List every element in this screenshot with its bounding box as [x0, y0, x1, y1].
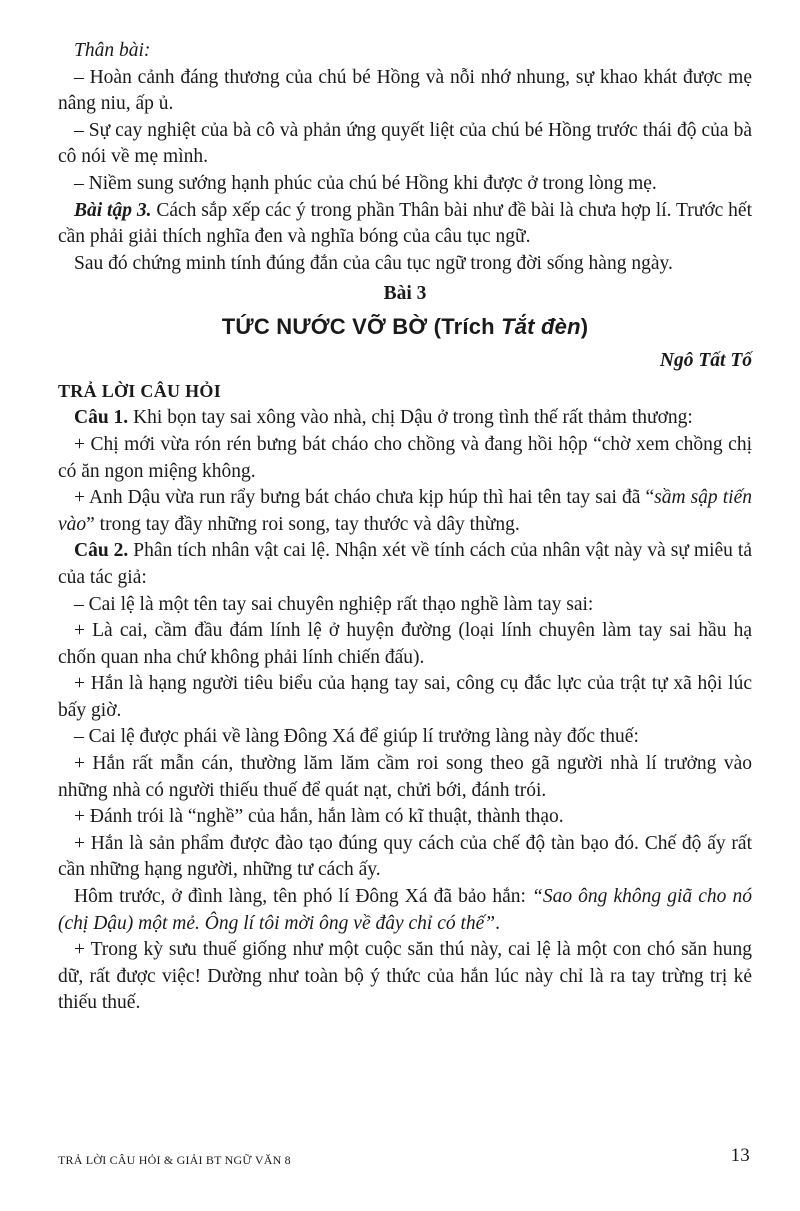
section-title: TRẢ LỜI CÂU HỎI	[58, 381, 222, 402]
cau-2-paragraph	[58, 538, 752, 591]
cau-1-label: Câu 1.	[74, 407, 129, 429]
cau-2-quote: Hôm trước, ở đình làng, tên phó lí Đông Xá đã bảo hắn: “Sao ông không giã cho nó (chị Dậu) một mẻ. Ông lí tôi mời ông về đây chỉ có thế”.	[58, 886, 752, 934]
cau-2-line-1: – Cai lệ là một tên tay sai chuyên nghiệp rất thạo nghề làm tay sai:	[74, 593, 594, 615]
cau-2-label: Câu 2.	[74, 540, 129, 562]
page-number: 13	[730, 1145, 750, 1166]
bai-tap-3-followup: Sau đó chứng minh tính đúng đắn của câu tục ngữ trong đời sống hàng ngày.	[74, 252, 673, 274]
cau-2-line-7: + Hắn là sản phẩm được đào tạo đúng quy cách của chế độ tàn bạo đó. Chế độ ấy rất cần những hạng người, những tư cách ấy.	[58, 832, 752, 881]
cau-1-paragraph	[58, 405, 752, 432]
cau-2-line-4: – Cai lệ được phái về làng Đông Xá để giúp lí trưởng làng này đốc thuế:	[74, 726, 639, 748]
bai-tap-3-text: Cách sắp xếp các ý trong phần Thân bài như đề bài là chưa hợp lí. Trước hết cần phải giải thích nghĩa đen và nghĩa bóng của câu tục ngữ.	[58, 199, 752, 248]
lesson-number: Bài 3	[383, 283, 427, 305]
cau-2-text: Phân tích nhân vật cai lệ. Nhận xét về tính cách của nhân vật này và sự miêu tả của tác giả:	[58, 540, 752, 588]
cau-2-last: + Trong kỳ sưu thuế giống như một cuộc săn thú này, cai lệ là một con chó săn hung dữ, rất được việc! Dường như toàn bộ ý thức của hắn lúc này chỉ là ra tay trừng trị kẻ thiếu thuế.	[58, 939, 752, 1014]
than-bai-label: Thân bài:	[74, 40, 151, 61]
lesson-title: TỨC NƯỚC VỠ BỜ (Trích Tắt đèn)	[221, 314, 589, 340]
page-content	[58, 38, 752, 1017]
cau-1-item-2: + Anh Dậu vừa run rẩy bưng bát cháo chưa kịp húp thì hai tên tay sai đã “sầm sập tiến vào” trong tay đầy những roi song, tay thước và dây thừng.	[58, 487, 752, 535]
cau-2-line-5: + Hắn rất mẫn cán, thường lăm lăm cầm roi song theo gã người nhà lí trưởng vào những nhà có người thiếu thuế để quát nạt, chửi bới, đánh trói.	[58, 753, 752, 801]
than-bai-item-3: – Niềm sung sướng hạnh phúc của chú bé Hồng khi được ở trong lòng mẹ.	[74, 172, 657, 194]
lesson-author: Ngô Tất Tố	[659, 350, 752, 372]
cau-2-line-3: + Hắn là hạng người tiêu biểu của hạng tay sai, công cụ đắc lực của trật tự xã hội lúc bấy giờ.	[58, 673, 752, 721]
bai-tap-3-paragraph	[58, 198, 752, 251]
cau-2-line-2: + Là cai, cầm đầu đám lính lệ ở huyện đường (loại lính chuyên làm tay sai hầu hạ chốn quan nha chứ không phải lính chiến đấu).	[58, 620, 752, 668]
cau-2-line-6: + Đánh trói là “nghề” của hắn, hắn làm có kĩ thuật, thành thạo.	[74, 806, 564, 828]
than-bai-item-2: – Sự cay nghiệt của bà cô và phản ứng quyết liệt của chú bé Hồng trước thái độ của bà cô nói về mẹ mình.	[58, 119, 752, 168]
bai-tap-3-label: Bài tập 3.	[74, 199, 152, 221]
cau-1-item-1: + Chị mới vừa rón rén bưng bát cháo cho chồng và đang hồi hộp “chờ xem chồng chị có ăn ngon miệng không.	[58, 433, 752, 482]
than-bai-item-1: – Hoàn cảnh đáng thương của chú bé Hồng và nỗi nhớ nhung, sự khao khát được mẹ nâng niu, ấp ủ.	[58, 66, 752, 115]
cau-1-text: Khi bọn tay sai xông vào nhà, chị Dậu ở trong tình thế rất thảm thương:	[128, 407, 693, 429]
footer-book-title: TRẢ LỜI CÂU HỎI & GIẢI BT NGỮ VĂN 8	[58, 1153, 291, 1167]
page-footer	[58, 1145, 752, 1168]
